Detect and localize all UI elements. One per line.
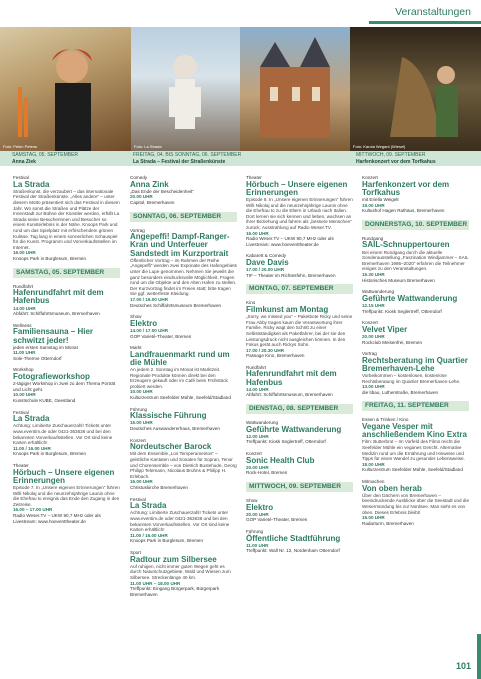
event-title: Familiensauna – Hier schwitzt jeder! xyxy=(13,327,94,345)
event-title: Rechtsberatung im Quartier Bremerhaven-Lehe xyxy=(362,355,468,373)
event-title: La Strada xyxy=(13,414,50,424)
event-entry xyxy=(246,529,353,554)
event-venue: Passage Kino, Bremerhaven xyxy=(246,353,305,359)
event-cat: Konzert xyxy=(362,320,378,326)
event-title: Fotografieworkshop xyxy=(13,372,90,382)
event-venue: Deutsches Schiffahrtsmuseum Bremerhaven xyxy=(130,302,222,308)
event-title: Nordeutscher Barock xyxy=(130,442,212,452)
event-title: Landfrauenmarkt rund um die Mühle xyxy=(130,349,230,367)
event-title: Geführte Wattwanderung xyxy=(362,293,458,303)
photo-castle-art xyxy=(240,27,350,151)
event-venue: Radarturm, Bremerhaven xyxy=(362,520,414,526)
event-cat: Theater xyxy=(13,463,29,469)
event-entry xyxy=(246,498,353,523)
page-number: 101 xyxy=(455,661,471,671)
event-time: 11.00 / 16.00 UHR xyxy=(130,532,168,538)
page-edge-tab xyxy=(477,634,481,679)
event-title: Velvet Viper xyxy=(362,324,408,334)
event-time: 10.00 UHR xyxy=(13,392,36,398)
event-venue: Abfahrt: Schiffahrtsmuseum, Bremerhaven xyxy=(246,392,333,398)
event-venue: Christuskirche Bremerhaven xyxy=(130,485,188,491)
event-venue: Knoops Park in Burglesum, Bremen xyxy=(13,451,87,457)
column-2 xyxy=(130,175,237,603)
event-title: Sonic Health Club xyxy=(246,455,315,465)
event-title: Hafenrundfahrt mit dem Hafenbus xyxy=(246,369,337,387)
event-entry xyxy=(130,228,237,309)
event-title: La Strada xyxy=(13,179,50,189)
event-entry xyxy=(130,497,237,544)
event-entry xyxy=(13,284,120,317)
event-time: 12.15 UHR xyxy=(362,302,385,308)
date-heading: SAMSTAG, 05. SEPTEMBER xyxy=(13,268,120,278)
event-cat: Vortrag xyxy=(130,227,145,233)
caption-2-date: FREITAG, 04. BIS SONNTAG, 06. SEPTEMBER xyxy=(133,152,242,158)
event-entry xyxy=(130,314,237,339)
event-time: 20.00 UHR xyxy=(246,464,269,470)
event-venue: Radio Weser.TV – UKW 90,7 MHz oder als Livestream: www.hoeventtheater.de xyxy=(13,512,101,524)
event-desc: Achtung: Limitierte Zuschauerzahl! Tickets unter www.eventim.de oder 0421-363636 und bei den bekannten Vorverkaufsstellen. Vor Ort sind keine Karten erhältlich! xyxy=(130,510,230,533)
event-time: 11.00 UHR – 18.00 UHR xyxy=(130,580,181,586)
caption-2 xyxy=(133,152,248,165)
event-entry xyxy=(246,253,353,278)
event-title: Anna Zink xyxy=(130,179,169,189)
event-desc: An jedem 2. Sonntag im Monat ist Marktzeit. Regionale Produkte können direkt bei den Erzeugern gekauft oder im Café beim Frühstück probiert werden. xyxy=(130,367,228,389)
event-time: 17.00 / 16.00 UHR xyxy=(130,296,169,302)
header-bar xyxy=(0,0,481,26)
event-time: 16.00 UHR xyxy=(130,479,153,485)
event-desc: Öffentlicher Vortrag – im Rahmen der Reihe „Angepeffi“ werden zwei Exponate des Hafengebiets unter die Lupe genommen. Nehmen Sie jeweils die ganz besonders eindrucksvolle Möglichkeit, Fragen rund um die Objekte und den Alten Hafen zu stellen. Der Kurzvortrag findet im Freien statt; bitte tragen Sie ggf. wetterfeste Kleidung. xyxy=(130,257,237,297)
event-time: 16.00 UHR xyxy=(13,250,36,256)
event-time: 10.00 UHR xyxy=(130,389,153,395)
event-venue: TIF – Theater im Richtesfehn, Bremerhaven xyxy=(246,272,336,278)
date-heading: MITTWOCH, 09. SEPTEMBER xyxy=(246,482,353,492)
event-desc: Bei einem Rundgang durch die aktuelle Sonderausstellung „Faszination Windjammer – SAIL Bremerhaven 1986–2020“ erfahren die Teilnehmer einiges zu den Veranstaltungen. xyxy=(362,249,469,272)
event-entry xyxy=(246,451,353,476)
event-cat: Show xyxy=(246,498,258,504)
photo-anna-zink xyxy=(0,27,131,151)
event-time: 16.00 – 17.00 UHR xyxy=(13,507,53,513)
event-sub: 2-tägiger Workshop in zwei zu dem Thema Porträt und Licht geht. xyxy=(13,381,116,392)
event-time: 19.00 UHR xyxy=(362,202,385,208)
event-entry xyxy=(246,420,353,445)
event-venue: Historisches Museum Bremerhaven xyxy=(362,277,435,283)
event-title: Hörbuch – Unsere eigenen Erinnerungen xyxy=(246,179,348,197)
event-desc: Auf ruhigen, nicht immer guten Wegen geht es durch Naturschutzgebiete, Wald und Wiesen zum Silbersee. Streckenlänge 40 km. xyxy=(130,563,231,580)
photo-credit-2: Foto: La Strada xyxy=(134,144,162,149)
photo-castle xyxy=(240,27,350,151)
event-cat: Konzert xyxy=(362,175,378,180)
event-desc: Achtung: Limitierte Zuschauerzahl! Tickets unter www.eventim.de oder 0421-363636 und bei den bekannten Vorverkaufsstellen. Vor Ort sind keine Karten erhältlich! xyxy=(13,423,113,446)
photo-credit-1: Foto: Pelen Petens xyxy=(3,144,38,149)
photo-credit-3: Foto: Karola Wegant (Wiesel) xyxy=(353,144,406,149)
event-entry xyxy=(362,289,469,314)
event-venue: die tibau, Lutherstraße, Bremerhaven xyxy=(362,389,439,395)
section-title: Veranstaltungen xyxy=(395,6,471,18)
caption-4-date: MITTWOCH, 09. SEPTEMBER xyxy=(356,152,426,158)
event-desc: Film: Butterbrot – Im Vorfeld des Films reicht die Seefelder Mühle ein veganes Gericht. Alternative Medizin rund um die Ernährung und Hinweise und Tipps für einen Wandel zu gesunder Lebensweise. xyxy=(362,439,465,462)
event-title: Geführte Wattwanderung xyxy=(246,424,342,434)
event-title: Hörbuch – Unsere eigenen Erinnerungen xyxy=(13,467,115,485)
date-heading: DONNERSTAG, 10. SEPTEMBER xyxy=(362,220,469,230)
event-title: SAIL-Schnuppertouren xyxy=(362,240,450,250)
event-title: Von oben herab xyxy=(362,483,422,493)
event-desc: Straßenkunst, die verzaubert – das internationale Festival der Straßenkünste. „Alles andere“ – unter diesem Motto präsentiert sich das Festival in diesem Jahr. Wo sonst die Straßen und Plätze der Innenstadt zur Bühne der Künstler werden, erfüllt La Strada seine Besucherinnen und Besucher so einem Kunsterlebnis in der Nähe. Knoops Park und rund um das Spielplatz mit erfrischendem grünen Kulisse. Tag lang in einem sonnerlichen Schauspiel für die Kunst. Programm und Vorverkaufsstellen im Internet. xyxy=(13,188,120,250)
event-cat: Workshop xyxy=(13,367,34,373)
event-title: Angepeffi! Dampf-Ranger-Kran und Unterfeuer Sandstedt im Kurzportrait xyxy=(130,232,230,258)
event-entry xyxy=(246,365,353,398)
event-venue: Knoops Park in Burglesum, Bremen xyxy=(130,538,204,544)
caption-1-title: Anna Ziek xyxy=(12,158,36,165)
event-venue: Kunstschule KUBE, Geestland xyxy=(13,398,76,404)
event-cat: Markt xyxy=(130,345,142,351)
event-venue: Rockclub Meisenfrei, Bremen xyxy=(362,339,422,345)
event-entry xyxy=(246,300,353,359)
photo-harp xyxy=(350,27,481,151)
date-heading: FREITAG, 11. SEPTEMBER xyxy=(362,401,469,411)
event-time: 15.00 UHR xyxy=(362,515,385,521)
event-title: La Strada xyxy=(130,501,167,511)
event-title: Vegane Vesper mit anschließendem Kino Extra xyxy=(362,422,467,440)
event-title: Klassische Führung xyxy=(130,411,207,421)
photo-harp-art xyxy=(350,27,481,151)
date-heading: DIENSTAG, 08. SEPTEMBER xyxy=(246,404,353,414)
event-time: 16.00 UHR xyxy=(246,230,269,236)
event-time: 20.00 UHR xyxy=(130,194,153,200)
event-cat: Festival xyxy=(13,409,29,415)
event-venue: Kulturzentrum Seefelder Mühle, Seefeld/Stadland xyxy=(362,467,463,473)
event-entry xyxy=(130,407,237,432)
event-cat: Kino xyxy=(246,300,256,306)
photo-anna-zink-art xyxy=(0,27,131,151)
event-sub: „Das Ende der Bescheidenheit“ xyxy=(130,188,194,194)
event-cat: Festival xyxy=(13,175,29,180)
event-time: 11.00 UHR xyxy=(246,542,269,548)
event-venue: Rock-Hotel, Bremen xyxy=(246,470,288,476)
event-entry xyxy=(130,550,237,597)
header-rule xyxy=(369,21,481,24)
event-entry xyxy=(362,236,469,283)
event-desc: Episode 8. In „Unsere eigenen Erinnerungen“ führen Willi Nikolaj und die neunzehnjährige Launin ohne die Ehefrau to zu die Eltern in Urlaub nach Italien. Dort lernen sie sich kennen und lieben, wachsen an ihrer Beziehung und fahren als „bessere Menschen“ zurück. Ausstrahlung auf Radio Weser.TV. xyxy=(246,197,353,230)
event-venue: Kultushof Hagen Rathäus, Bremerhaven xyxy=(362,208,445,214)
event-time: 17.00 / 20.00 UHR xyxy=(246,267,285,273)
event-cat: Rundgang xyxy=(362,235,384,241)
date-heading: MONTAG, 07. SEPTEMBER xyxy=(246,284,353,294)
event-venue: Kulturzentrum Seefelder Mühle, Seefeld/Stadland xyxy=(130,395,231,401)
photo-la-strada xyxy=(131,27,240,151)
event-entry xyxy=(13,175,120,262)
event-time: 18.00 UHR xyxy=(362,461,385,467)
event-time: 12.00 UHR xyxy=(246,433,269,439)
event-entry xyxy=(13,410,120,457)
event-time: 20.00 UHR xyxy=(246,511,269,517)
event-desc: Über den Dächern von Bremerhaven – beeindruckende Ausblicke über die Seestadt und die Wesermündung bis zur Nordsee. Man sieht es von oben. Dieses Erlebnis bleibt! xyxy=(362,492,470,515)
caption-4-title: Harfenkonzert vor dem Torfkahus xyxy=(356,158,436,165)
event-sub: jeden ersten Samstag im Monat xyxy=(13,344,78,350)
event-time: 11.00 UHR xyxy=(13,350,36,356)
date-heading: SONNTAG, 06. SEPTEMBER xyxy=(130,212,237,222)
event-entry xyxy=(13,323,120,362)
event-cat: Show xyxy=(130,314,142,320)
event-venue: Knoops Park in Burglesum, Bremen xyxy=(13,255,87,261)
event-cat: Rundfahrt xyxy=(13,283,34,289)
event-time: 13.00 UHR xyxy=(362,384,385,390)
event-title: Elektro xyxy=(130,318,158,328)
event-title: Hafenrundfahrt mit dem Hafenbus xyxy=(13,288,104,306)
event-venue: Abfahrt: Schiffahrtsmuseum, Bremerhaven xyxy=(13,311,100,317)
event-entry xyxy=(362,351,469,395)
event-entry xyxy=(362,175,469,214)
event-venue: Capitol, Bremerhaven xyxy=(130,199,175,205)
column-1 xyxy=(13,175,120,530)
event-sub: mit Eriella Weigelt xyxy=(362,197,399,202)
event-cat: Comedy xyxy=(130,175,148,180)
caption-4 xyxy=(356,152,478,165)
event-time: 14.00 UHR xyxy=(13,305,36,311)
event-entry xyxy=(13,367,120,403)
event-title: Elektro xyxy=(246,502,274,512)
caption-1-date: SAMSTAG, 05. SEPTEMBER xyxy=(12,152,79,158)
event-cat: Konzert xyxy=(246,451,262,457)
event-cat: Festival xyxy=(130,496,146,502)
event-entry xyxy=(362,320,469,345)
event-entry xyxy=(130,345,237,401)
event-venue: Treffpunkt: Kiosk Seglertreff, Otterndorf xyxy=(362,308,442,314)
event-venue: GOP Varieté-Theater, Bremen xyxy=(246,517,308,523)
event-venue: Sole-Therme Otterndorf xyxy=(13,355,62,361)
event-title: Filmkunst am Montag xyxy=(246,304,329,314)
event-cat: Kabarett & Comedy xyxy=(246,253,287,259)
event-cat: Mitmachen xyxy=(362,479,385,485)
event-time: 15.30 UHR xyxy=(362,271,385,277)
event-venue: Treffpunkt: Kiosk Seglertreff, Otterndorf xyxy=(246,439,326,445)
event-cat: Wattwanderung xyxy=(362,289,395,295)
event-entry xyxy=(13,463,120,524)
event-time: 15.00 UHR xyxy=(130,420,153,426)
event-entry xyxy=(362,417,469,473)
event-cat: Theater xyxy=(246,175,262,180)
event-cat: Konzert xyxy=(130,437,146,443)
caption-1 xyxy=(12,152,127,165)
event-entry xyxy=(362,479,469,526)
event-entry xyxy=(246,175,353,247)
event-time: 20.00 UHR xyxy=(362,333,385,339)
event-venue: Radio Weser.TV – UKW 90,7 MHz oder als Livestream: www.hoeventtheater.de xyxy=(246,236,334,247)
event-time: 11.00 / 16.00 UHR xyxy=(13,445,51,451)
event-title: Öffentliche Stadtführung xyxy=(246,533,341,543)
event-cat: Führung xyxy=(246,529,264,535)
event-entry xyxy=(130,438,237,491)
event-cat: Rundfahrt xyxy=(246,364,267,370)
event-cat: Sport xyxy=(130,549,141,555)
event-cat: Vortrag xyxy=(362,351,377,357)
column-4 xyxy=(362,175,469,532)
event-cat: Wattwanderung xyxy=(246,420,279,426)
event-venue: Treffpunkt: Eingang Bürgerpark, Bürgerpark Bremerhaven xyxy=(130,586,220,597)
event-venue: Deutsches Auswandererhaus, Bremerhaven xyxy=(130,426,220,432)
event-title: Dave Davis xyxy=(246,257,289,267)
event-venue: GOP Varieté-Theater, Bremen xyxy=(130,333,192,339)
event-title: Harfenkonzert vor dem Torfkahus xyxy=(362,179,450,197)
event-venue: Treffpunkt: Wall Nr. 12, Nordenham Otterndorf xyxy=(246,548,340,554)
event-time: 17.00 / 20.30 UHR xyxy=(246,347,285,353)
photo-strip xyxy=(0,27,481,151)
event-cat: Wellness xyxy=(13,322,32,328)
event-time: 14.00 UHR xyxy=(246,386,269,392)
event-desc: Mit dem Ensemble „Los Temperamentos“ – geistliche Kantaten und Sonaten für Sopran, Tenor und Chorensemble – von Dietrich Buxtehude, Georg Philipp Telemann, Nicolaus Bruhns & Philipp H. Erlebach. xyxy=(130,451,237,479)
event-entry xyxy=(130,175,237,206)
event-desc: Vorbeikommen – kostenlosen, kostenlose Rechtsberatung im Quartier Bremerhaven-Lehe. xyxy=(362,373,461,384)
event-desc: Episode 7. In „Unsere eigenen Erinnerungen“ führen Willi Nikolaj und die neunzehnjährige Launin ohne die Ehefrau to ereignis das Ende den Zugang in den Zeitreise. xyxy=(13,485,120,507)
event-time: 14.00 / 17.00 UHR xyxy=(130,327,169,333)
event-cat: Führung xyxy=(130,406,148,412)
caption-bar xyxy=(0,151,481,166)
event-title: Radtour zum Silbersee xyxy=(130,554,217,564)
column-3 xyxy=(246,175,353,560)
caption-2-title: La Strada – Festival der Straßenkünste xyxy=(133,158,226,165)
photo-la-strada-art xyxy=(131,27,240,151)
event-desc: „Sorry, we missed you“ – Paketbote Ricky und seine Frau Abby tragen kaum die Verantwortung ihrer Familie. Ricky wagt den Schritt zu einer Selbstständigkeit als Paketfahrer, bei der sie den Leistungsdruck nicht ausgleichen können. In den Fokus gerät auch Rickys Sohn. xyxy=(246,314,353,348)
event-cat: Essen & Trinken / Kino xyxy=(362,417,409,423)
